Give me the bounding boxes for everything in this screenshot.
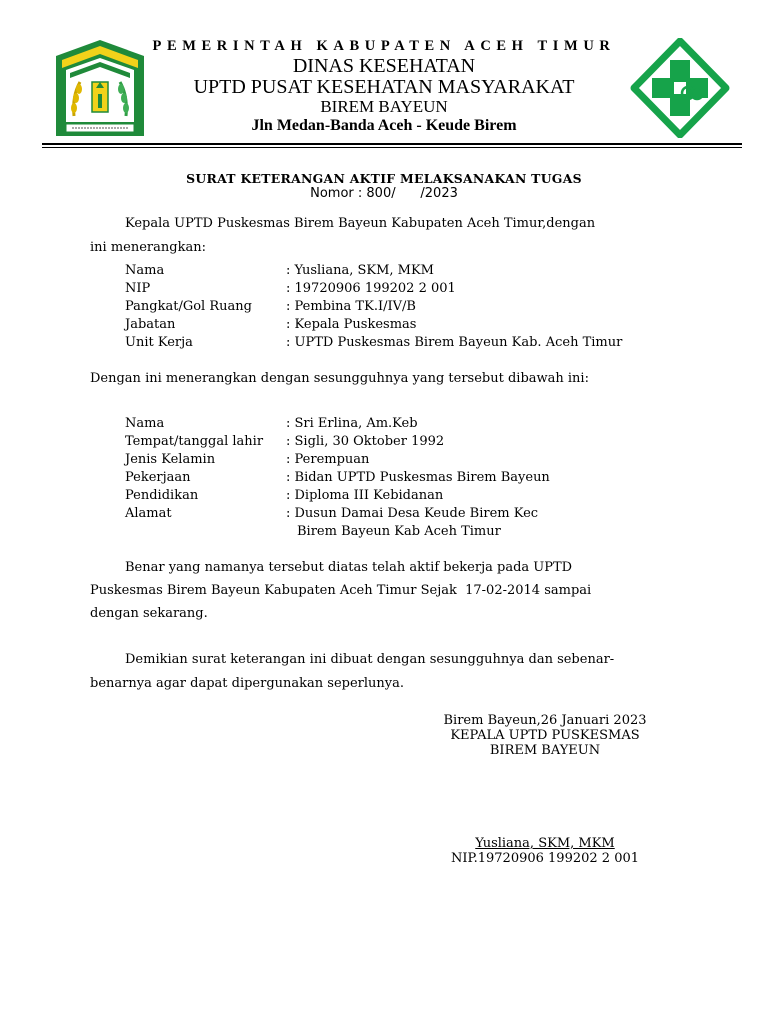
puskesmas-logo-icon (630, 38, 730, 138)
subject-job-value: : Bidan UPTD Puskesmas Birem Bayeun (286, 470, 550, 485)
official-unit-label: Unit Kerja (125, 335, 193, 350)
official-nip-label: NIP (125, 281, 151, 296)
header-address-line: Jln Medan-Banda Aceh - Keude Birem (251, 117, 517, 134)
subject-name-label: Nama (125, 416, 165, 431)
intro-line-1: Kepala UPTD Puskesmas Birem Bayeun Kabupaten Aceh Timur,dengan (125, 216, 596, 231)
subject-education-value: : Diploma III Kebidanan (286, 488, 444, 503)
signature-position-1: KEPALA UPTD PUSKESMAS (450, 728, 640, 743)
document-number: Nomor : 800/ /2023 (310, 186, 458, 201)
subject-birth-label: Tempat/tanggal lahir (125, 434, 264, 449)
official-name-value: : Yusliana, SKM, MKM (286, 263, 434, 278)
para2-line-2: Puskesmas Birem Bayeun Kabupaten Aceh Timur Sejak 17-02-2014 sampai (90, 583, 592, 598)
subject-address-value: : Dusun Damai Desa Keude Birem Kec (286, 506, 539, 521)
header-rule-thin (42, 147, 742, 148)
header-government-line: PEMERINTAH KABUPATEN ACEH TIMUR (152, 38, 616, 54)
para2-line-3: dengan sekarang. (90, 606, 208, 621)
official-unit-value: : UPTD Puskesmas Birem Bayeun Kab. Aceh Timur (286, 335, 623, 350)
intro-line-2: ini menerangkan: (90, 240, 206, 255)
signature-place-date: Birem Bayeun,26 Januari 2023 (443, 713, 647, 728)
subject-job-label: Pekerjaan (125, 470, 191, 485)
official-name-label: Nama (125, 263, 165, 278)
official-rank-label: Pangkat/Gol Ruang (125, 299, 252, 314)
signature-nip: NIP.19720906 199202 2 001 (450, 851, 640, 866)
subject-birth-value: : Sigli, 30 Oktober 1992 (286, 434, 445, 449)
signature-position-2: BIREM BAYEUN (489, 743, 601, 758)
subject-gender-value: : Perempuan (286, 452, 370, 467)
header-department-line: DINAS KESEHATAN (292, 55, 476, 77)
signature-name: Yusliana, SKM, MKM (475, 836, 615, 851)
subject-address-label: Alamat (125, 506, 172, 521)
official-position-value: : Kepala Puskesmas (286, 317, 417, 332)
subject-name-value: : Sri Erlina, Am.Keb (286, 416, 418, 431)
subject-education-label: Pendidikan (125, 488, 199, 503)
subject-gender-label: Jenis Kelamin (125, 452, 216, 467)
official-position-label: Jabatan (125, 317, 176, 332)
document-title: SURAT KETERANGAN AKTIF MELAKSANAKAN TUGAS (186, 171, 582, 186)
para3-line-1: Demikian surat keterangan ini dibuat dengan sesungguhnya dan sebenar- (125, 652, 615, 667)
official-nip-value: : 19720906 199202 2 001 (286, 281, 456, 296)
para3-line-2: benarnya agar dapat dipergunakan seperlunya. (90, 676, 405, 691)
header-institution-line: UPTD PUSAT KESEHATAN MASYARAKAT (193, 76, 575, 98)
header-location-line: BIREM BAYEUN (320, 97, 448, 116)
subject-address-value-2: Birem Bayeun Kab Aceh Timur (297, 524, 501, 539)
statement-line: Dengan ini menerangkan dengan sesungguhnya yang tersebut dibawah ini: (90, 371, 589, 386)
header-rule-thick (42, 143, 742, 145)
para2-line-1: Benar yang namanya tersebut diatas telah aktif bekerja pada UPTD (125, 560, 573, 575)
official-rank-value: : Pembina TK.I/IV/B (286, 299, 416, 314)
